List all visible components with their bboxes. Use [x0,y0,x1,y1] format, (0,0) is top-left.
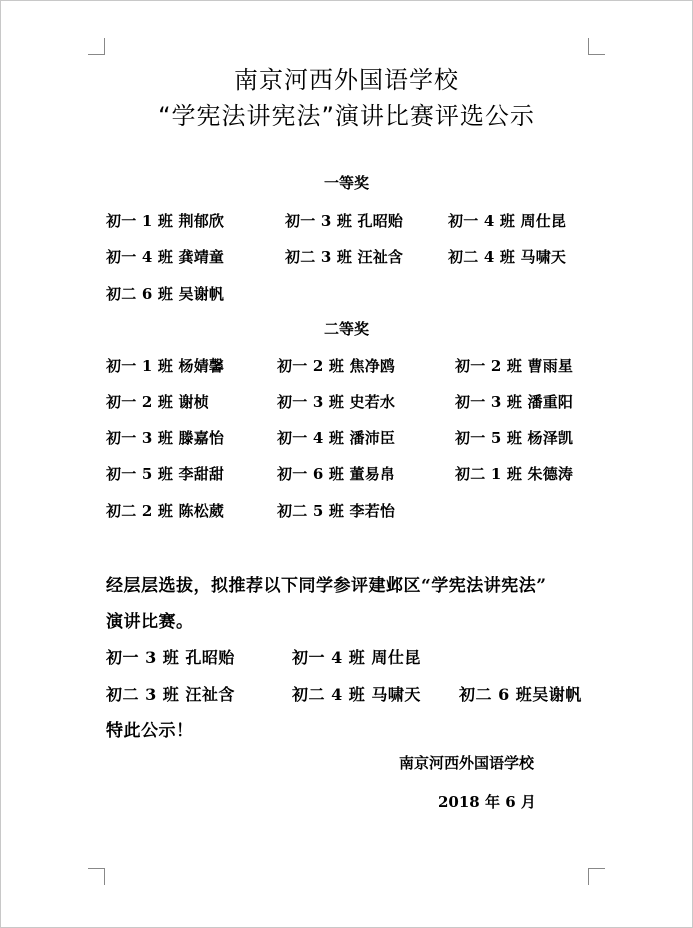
winner-entry: 初一 1 班 荆郁欣 [106,212,225,230]
winner-entry: 初一 4 班 龚靖童 [106,248,225,266]
signature-school: 南京河西外国语学校 [399,754,535,772]
second-prize-heading: 二等奖 [323,320,369,338]
second-prize-row [0,355,693,377]
winner-entry: 初二 1 班 朱德涛 [455,465,574,483]
recommendation-text-line2: 演讲比赛。 [106,612,194,632]
winner-entry: 初一 6 班 董易帛 [277,465,396,483]
winner-entry: 初一 3 班 孔昭贻 [285,212,404,230]
first-prize-row [0,210,693,232]
winner-entry: 初一 3 班 史若水 [277,393,396,411]
document-title-event: “学宪法讲宪法”演讲比赛评选公示 [158,102,535,130]
winner-entry: 初二 3 班 汪祉含 [285,248,404,266]
recommended-student: 初二 6 班吴谢帆 [459,685,582,704]
margin-mark-bottom-left [88,868,105,885]
second-prize-row [0,391,693,413]
recommended-student: 初二 3 班 汪祉含 [106,685,235,704]
winner-entry: 初二 6 班 吴谢帆 [106,285,225,303]
second-prize-row [0,500,693,522]
recommended-student: 初二 4 班 马啸天 [292,685,421,704]
winner-entry: 初一 2 班 谢桢 [106,393,209,411]
winner-entry: 初二 5 班 李若怡 [277,502,396,520]
winner-entry: 初二 4 班 马啸天 [448,248,567,266]
margin-mark-top-left [88,38,105,55]
winner-entry: 初一 2 班 焦净鸥 [277,357,396,375]
winner-entry: 初一 5 班 杨泽凯 [455,429,574,447]
signature-date: 2018 年 6 月 [438,793,536,811]
closing-text: 特此公示！ [106,721,194,741]
winner-entry: 初二 2 班 陈松葳 [106,502,225,520]
recommended-student: 初一 3 班 孔昭贻 [106,648,235,667]
first-prize-row [0,246,693,268]
second-prize-row [0,427,693,449]
winner-entry: 初一 4 班 周仕昆 [448,212,567,230]
winner-entry: 初一 5 班 李甜甜 [106,465,225,483]
recommendation-text-line1: 经层层选拔，拟推荐以下同学参评建邺区“学宪法讲宪法” [106,576,547,596]
first-prize-row [0,283,693,305]
first-prize-heading: 一等奖 [323,174,369,192]
winner-entry: 初一 3 班 潘重阳 [455,393,574,411]
document-title-school: 南京河西外国语学校 [234,66,459,94]
winner-entry: 初一 4 班 潘沛臣 [277,429,396,447]
recommended-student: 初一 4 班 周仕昆 [292,648,421,667]
margin-mark-top-right [588,38,605,55]
winner-entry: 初一 1 班 杨婧馨 [106,357,225,375]
winner-entry: 初一 3 班 滕嘉怡 [106,429,225,447]
margin-mark-bottom-right [588,868,605,885]
winner-entry: 初一 2 班 曹雨星 [455,357,574,375]
second-prize-row [0,463,693,485]
